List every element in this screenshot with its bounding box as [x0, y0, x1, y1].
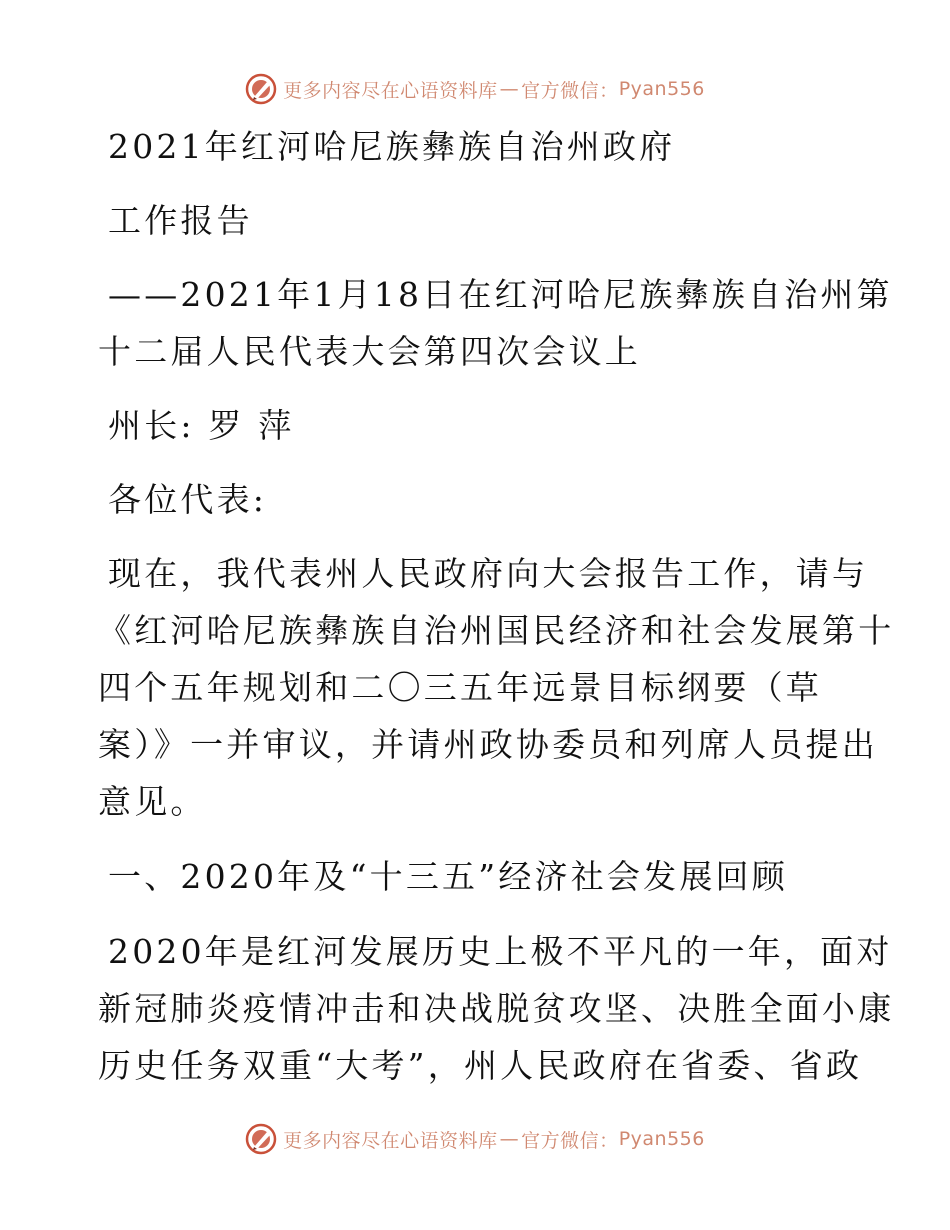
subtitle-line-1: ——2021年1月18日在红河哈尼族彝族自治州第 [108, 275, 893, 314]
watermark-separator: — [499, 78, 520, 100]
watermark-suffix: 官方微信： [521, 1129, 619, 1152]
intro-line-3: 四个五年规划和二〇三五年远景目标纲要（草 [98, 668, 822, 707]
section-heading: 一、2020年及“十三五”经济社会发展回顾 [108, 857, 788, 896]
body-line-3: 历史任务双重“大考”，州人民政府在省委、省政 [98, 1046, 863, 1085]
watermark-suffix: 官方微信： [521, 79, 619, 102]
intro-line-1: 现在，我代表州人民政府向大会报告工作，请与 [108, 554, 869, 593]
intro-line-4: 案）》一并审议，并请州政协委员和列席人员提出 [98, 725, 878, 764]
title-line-1: 2021年红河哈尼族彝族自治州政府 [108, 127, 676, 166]
intro-line-2: 《红河哈尼族彝族自治州国民经济和社会发展第十 [98, 611, 895, 650]
watermark-header [0, 72, 950, 106]
body-line-1: 2020年是红河发展历史上极不平凡的一年，面对 [108, 932, 893, 971]
title-line-2: 工作报告 [108, 201, 253, 240]
watermark-prefix: 更多内容尽在心语资料库 [283, 79, 498, 102]
intro-line-5: 意见。 [98, 782, 207, 821]
watermark-footer [0, 1122, 950, 1156]
body-line-2: 新冠肺炎疫情冲击和决战脱贫攻坚、决胜全面小康 [98, 989, 895, 1028]
document-body [98, 118, 895, 1094]
pen-logo-icon [245, 73, 277, 105]
watermark-separator: — [499, 1128, 520, 1150]
speaker-line: 州长: 罗 萍 [108, 406, 295, 445]
salutation-line: 各位代表: [108, 480, 268, 519]
subtitle-line-2: 十二届人民代表大会第四次会议上 [98, 332, 641, 371]
pen-logo-icon [245, 1123, 277, 1155]
watermark-prefix: 更多内容尽在心语资料库 [283, 1129, 498, 1152]
watermark-id: Pyan556 [618, 78, 705, 100]
watermark-id: Pyan556 [618, 1128, 705, 1150]
